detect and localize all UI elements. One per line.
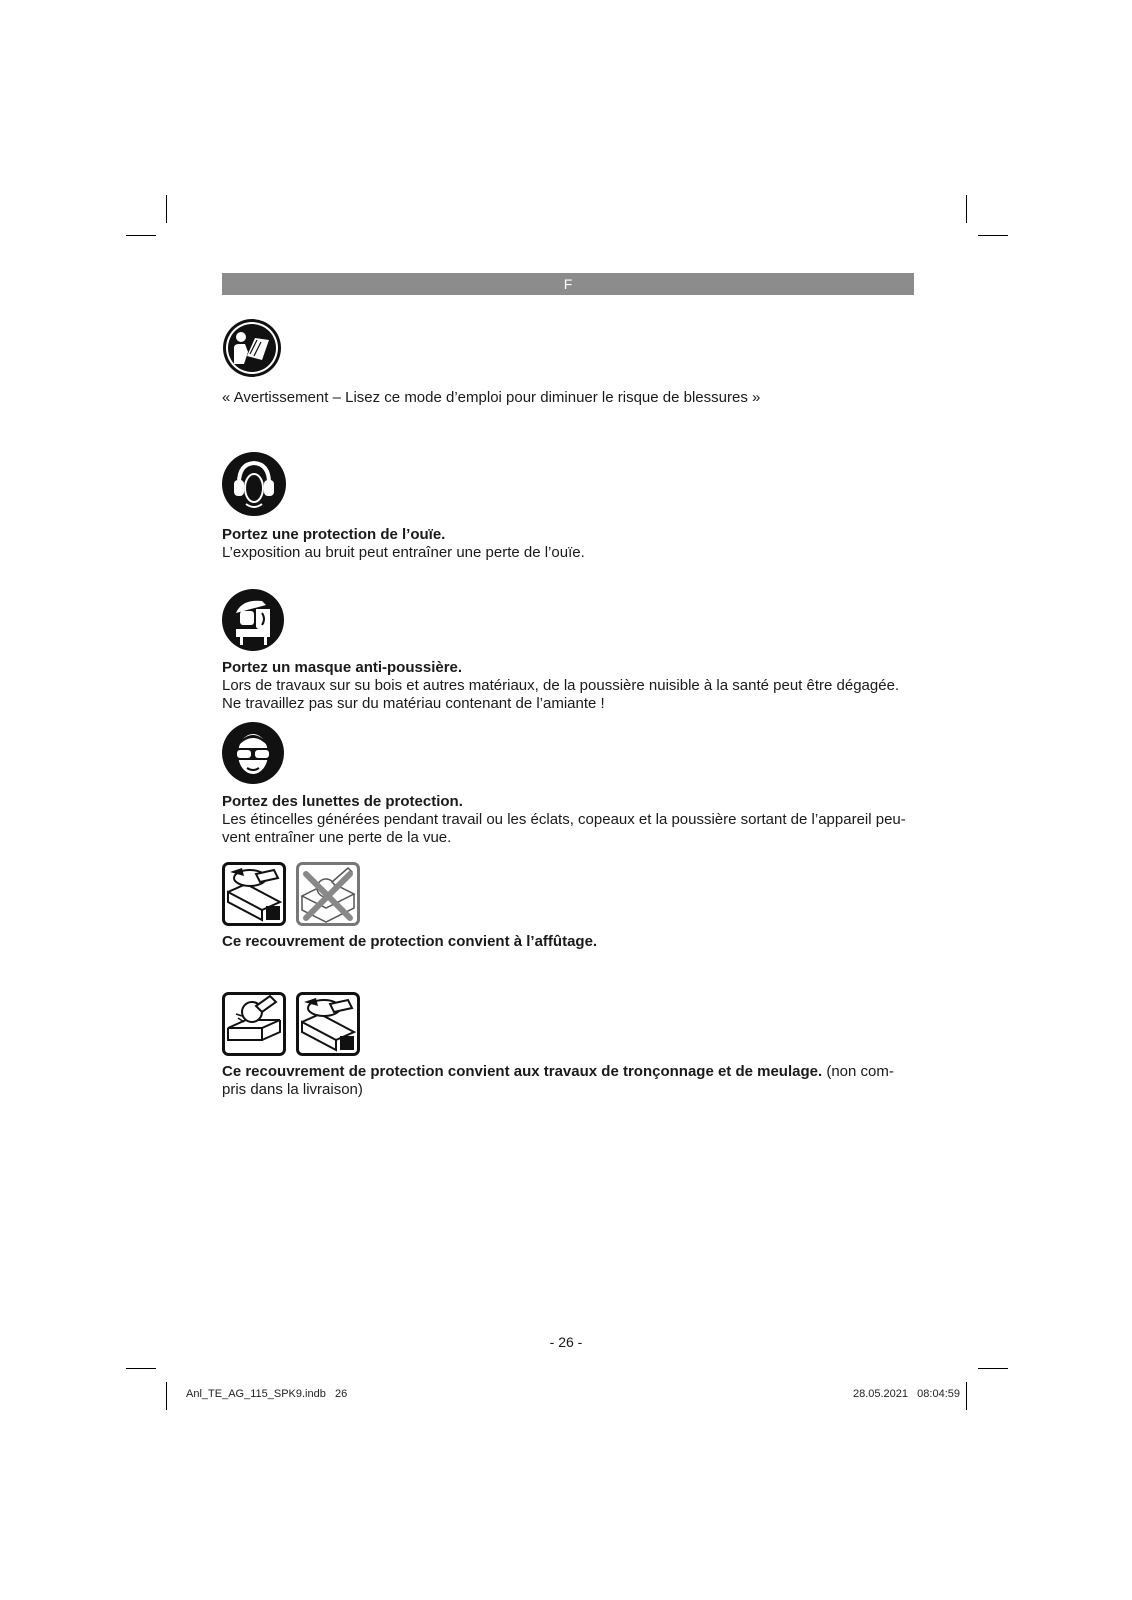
dust-mask-icon bbox=[222, 589, 284, 656]
safety-goggles-icon bbox=[222, 722, 284, 789]
language-header-bar: F bbox=[222, 273, 914, 295]
ear-protection-icon bbox=[222, 452, 286, 521]
hearing-title: Portez une protection de l’ouïe. bbox=[222, 526, 446, 543]
manual-warning-text: « Avertissement – Lisez ce mode d’emploi pour diminuer le risque de blessures » bbox=[222, 389, 761, 406]
mask-section bbox=[222, 659, 914, 713]
cutting-allowed-icon bbox=[222, 992, 286, 1061]
goggles-title: Portez des lunettes de protection. bbox=[222, 793, 463, 810]
guard-grinding-section bbox=[222, 933, 914, 951]
cutting-forbidden-icon bbox=[296, 862, 360, 931]
crop-mark bbox=[978, 1368, 1008, 1369]
read-manual-icon bbox=[222, 318, 282, 383]
grinding-allowed-icon bbox=[296, 992, 360, 1061]
crop-mark bbox=[126, 235, 156, 236]
footer-timestamp: 28.05.2021 08:04:59 bbox=[852, 1388, 960, 1400]
guard-cutting-line1 bbox=[222, 1063, 914, 1081]
mask-text-line2: Ne travaillez pas sur du matériau contenant de l’amiante ! bbox=[222, 695, 605, 712]
hearing-text: L’exposition au bruit peut entraîner une perte de l’ouïe. bbox=[222, 544, 585, 561]
guard-cutting-line2: pris dans la livraison) bbox=[222, 1081, 363, 1098]
crop-mark bbox=[966, 195, 967, 223]
footer-filename: Anl_TE_AG_115_SPK9.indb 26 bbox=[186, 1388, 348, 1400]
grinding-allowed-icon bbox=[222, 862, 286, 931]
goggles-text-line1: Les étincelles générées pendant travail ou les éclats, copeaux et la poussière sortant de l’appareil peu- bbox=[222, 811, 906, 828]
guard-grinding-title: Ce recouvrement de protection convient à l’affûtage. bbox=[222, 933, 598, 950]
manual-warning bbox=[222, 389, 914, 407]
hearing-section bbox=[222, 526, 914, 562]
mask-title: Portez un masque anti-poussière. bbox=[222, 659, 463, 676]
crop-mark bbox=[966, 1382, 967, 1410]
guard-cutting-title: Ce recouvrement de protection convient aux travaux de tronçonnage et de meulage. bbox=[222, 1063, 823, 1080]
crop-mark bbox=[978, 235, 1008, 236]
guard-cutting-suffix: (non com- bbox=[822, 1063, 894, 1080]
guard-cutting-section bbox=[222, 1063, 914, 1099]
crop-mark bbox=[166, 195, 167, 223]
goggles-section bbox=[222, 793, 914, 847]
mask-text-line1: Lors de travaux sur su bois et autres matériaux, de la poussière nuisible à la santé peut être dégagée. bbox=[222, 677, 900, 694]
page-number: - 26 - bbox=[549, 1334, 583, 1350]
crop-mark bbox=[166, 1382, 167, 1410]
crop-mark bbox=[126, 1368, 156, 1369]
goggles-text-line2: vent entraîner une perte de la vue. bbox=[222, 829, 452, 846]
